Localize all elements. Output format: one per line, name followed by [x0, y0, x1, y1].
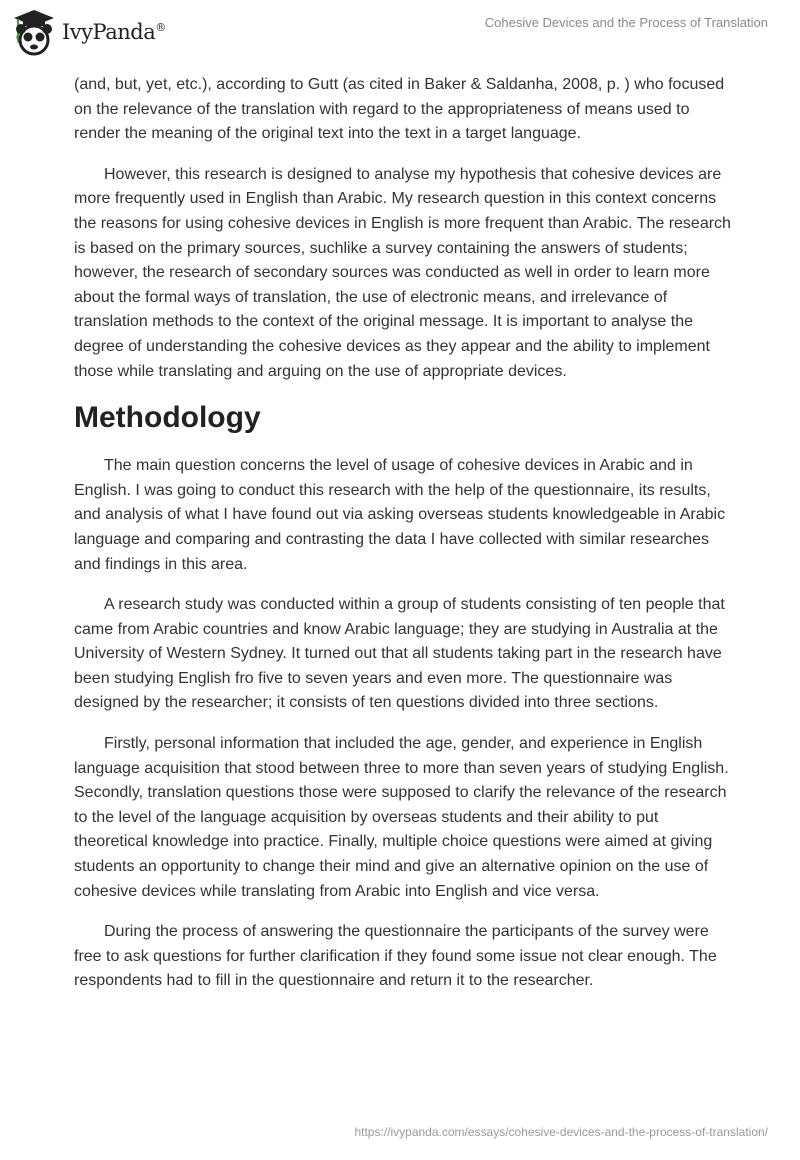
- panda-logo-icon: [12, 8, 56, 56]
- document-title: Cohesive Devices and the Process of Translation: [484, 15, 768, 30]
- logo[interactable]: [12, 8, 166, 56]
- paragraph: During the process of answering the questionnaire the participants of the survey were free to ask questions for further clarification if they found some issue not clear enough. The respondents had to fill in the questionnaire and return it to the researcher.: [74, 923, 717, 990]
- source-url[interactable]: https://ivypanda.com/essays/cohesive-devices-and-the-process-of-translation/: [354, 1125, 768, 1139]
- paragraph: However, this research is designed to analyse my hypothesis that cohesive devices are more frequently used in English than Arabic. My research question in this context concerns the reasons for using cohesive devices in English is more frequent than Arabic. The research is based on the primary sources, suchlike a survey containing the answers of students; however, the research of secondary sources was conducted as well in order to learn more about the formal ways of translation, the use of electronic means, and irrelevance of translation methods to the context of the original message. It is important to analyse the degree of understanding the cohesive devices as they appear and the ability to implement those while translating and arguing on the use of appropriate devices.: [74, 165, 731, 380]
- paragraph: A research study was conducted within a group of students consisting of ten people that came from Arabic countries and know Arabic language; they are studying in Australia at the University of Western Sydney. It turned out that all students taking part in the research have been studying English fro five to seven years and even more. The questionnaire was designed by the researcher; it consists of ten questions divided into three sections.: [74, 596, 725, 712]
- paragraph: The main question concerns the level of usage of cohesive devices in Arabic and in English. I was going to conduct this research with the help of the questionnaire, its results, and analysis of what I have found out via asking overseas students knowledgeable in Arabic language and comparing and contrasting the data I have collected with similar researches and findings in this area.: [74, 457, 726, 573]
- essay-content: [74, 73, 734, 1010]
- paragraph: (and, but, yet, etc.), according to Gutt (as cited in Baker & Saldanha, 2008, p. ) who focused on the relevance of the translation with regard to the appropriateness of means used to render the meaning of the original text into the text in a target language.: [74, 76, 725, 143]
- section-heading: Methodology: [74, 401, 261, 435]
- logo-text: IvyPanda®: [62, 20, 166, 44]
- paragraph: Firstly, personal information that included the age, gender, and experience in English language acquisition that stood between three to more than seven years of studying English. Secondly, translation questions those were supposed to clarify the relevance of the research to the level of the language acquisition by overseas students and their ability to put theoretical knowledge into practice. Finally, multiple choice questions were aimed at giving students an opportunity to change their mind and give an alternative opinion on the use of cohesive devices while translating from Arabic into English and vice versa.: [74, 735, 729, 900]
